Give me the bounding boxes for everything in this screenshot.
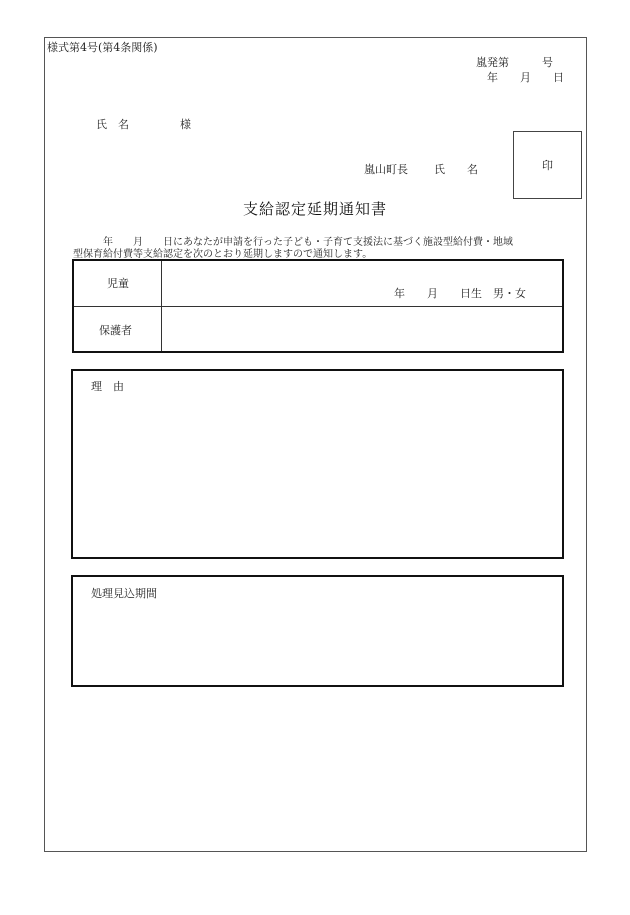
period-label: 処理見込期間: [91, 587, 157, 600]
sender-title: 嵐山町長: [364, 163, 408, 176]
document-title: 支給認定延期通知書: [242, 200, 387, 218]
period-box[interactable]: [71, 575, 564, 687]
table-divider-horizontal: [74, 306, 562, 307]
recipient-name-label: 氏 名: [96, 118, 129, 131]
guardian-label: 保護者: [99, 324, 132, 337]
seal-box: [513, 131, 582, 199]
body-text-line-2: 型保育給付費等支給認定を次のとおり延期しますので通知します。: [73, 249, 373, 260]
reason-label: 理 由: [91, 380, 124, 393]
body-text-line-1: 年 月 日にあなたが申請を行った子ども・子育て支援法に基づく施設型給付費・地域: [103, 237, 513, 248]
info-table: [72, 259, 564, 353]
recipient-honorific: 様: [180, 118, 191, 131]
child-label: 児童: [107, 277, 129, 290]
reason-box[interactable]: [71, 369, 564, 559]
document-date: 年 月 日: [487, 71, 564, 84]
sender-name-label: 氏 名: [434, 163, 478, 176]
child-birth-field[interactable]: 年 月 日生 男・女: [394, 287, 526, 300]
form-number: 様式第4号(第4条関係): [47, 41, 158, 54]
seal-label: 印: [542, 159, 553, 172]
guardian-field[interactable]: [169, 309, 559, 349]
document-number: 嵐発第 号: [476, 56, 553, 69]
